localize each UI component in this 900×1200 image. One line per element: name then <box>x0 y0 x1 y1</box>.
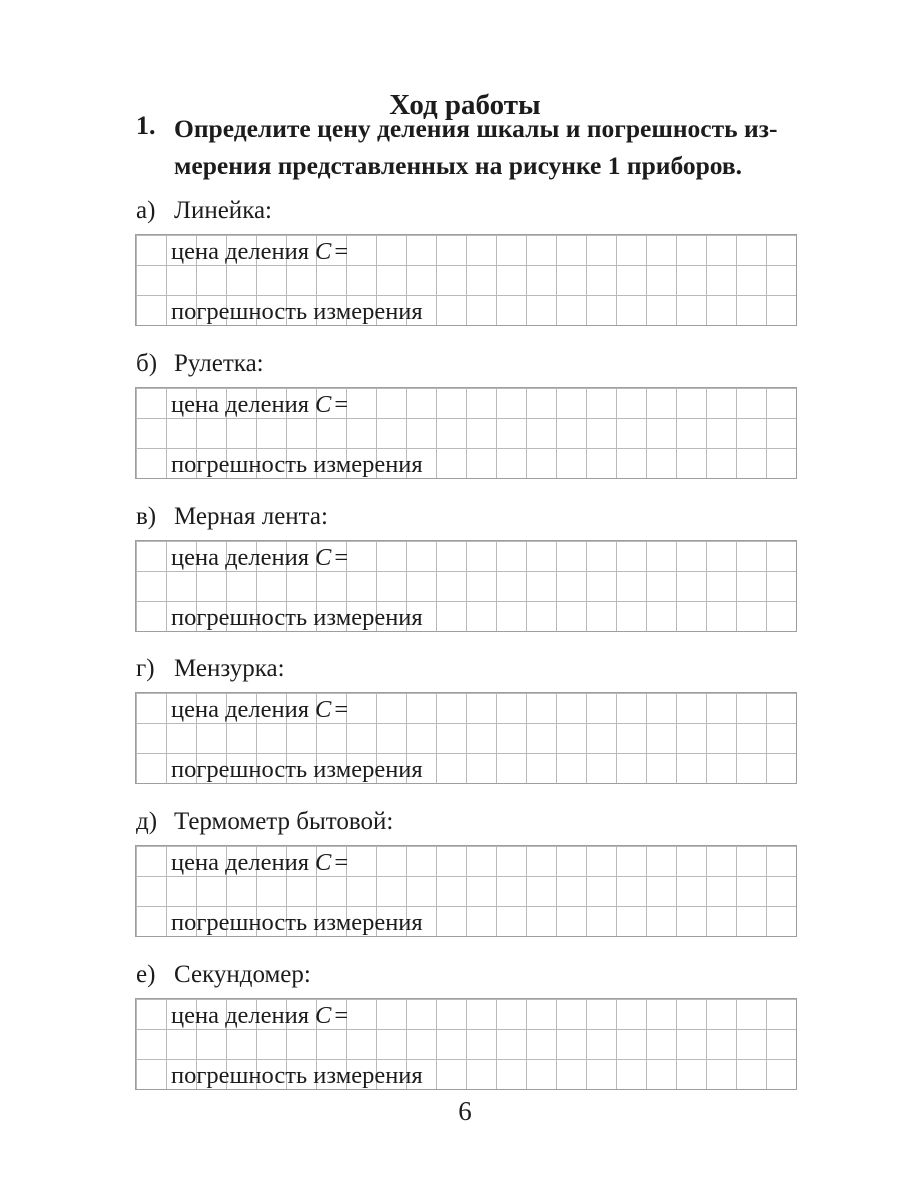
section-instrument-name: Термометр бытовой: <box>174 808 394 835</box>
variable-c: C <box>315 696 332 723</box>
task-number: 1. <box>136 111 156 140</box>
section-marker: в) <box>136 503 157 530</box>
variable-c: C <box>315 849 332 876</box>
equals-sign: = <box>334 391 349 418</box>
section-measuring-cylinder <box>135 655 797 784</box>
squared-answer-grid <box>135 540 797 632</box>
section-instrument-name: Мерная лента: <box>174 503 328 530</box>
section-marker: е) <box>136 961 156 988</box>
section-ruler <box>135 197 797 326</box>
variable-c: C <box>315 544 332 571</box>
section-instrument-name: Секундомер: <box>174 961 311 988</box>
section-measuring-tape <box>135 503 797 632</box>
task-text <box>174 110 807 184</box>
equals-sign: = <box>334 238 349 265</box>
section-household-thermometer <box>135 808 797 937</box>
task-text-line-1: Определите цену деления шкалы и погрешность из- <box>174 114 778 143</box>
variable-c: C <box>315 391 332 418</box>
page-number: 6 <box>458 1096 472 1126</box>
section-instrument-name: Рулетка: <box>174 350 264 377</box>
section-label <box>136 655 285 683</box>
measurement-error-label: погрешность измерения <box>171 909 423 936</box>
squared-answer-grid <box>135 387 797 479</box>
variable-c: C <box>315 1002 332 1029</box>
section-instrument-name: Мензурка: <box>174 655 285 682</box>
division-value-label: цена деления C = <box>171 238 349 265</box>
measurement-error-label: погрешность измерения <box>171 451 423 478</box>
squared-answer-grid <box>135 998 797 1090</box>
squared-answer-grid <box>135 692 797 784</box>
task-item <box>135 110 807 184</box>
measurement-error-label: погрешность измерения <box>171 604 423 631</box>
section-marker: г) <box>136 655 155 682</box>
squared-answer-grid <box>135 845 797 937</box>
section-label <box>136 350 264 378</box>
page-title: Ход работы <box>389 89 541 122</box>
division-value-label: цена деления C = <box>171 849 349 876</box>
section-stopwatch <box>135 961 797 1090</box>
squared-answer-grid <box>135 234 797 326</box>
equals-sign: = <box>334 544 349 571</box>
variable-c: C <box>315 238 332 265</box>
division-value-label: цена деления C = <box>171 696 349 723</box>
equals-sign: = <box>334 696 349 723</box>
section-label <box>136 503 328 531</box>
section-label <box>136 961 311 989</box>
section-instrument-name: Линейка: <box>174 197 272 224</box>
division-value-label: цена деления C = <box>171 391 349 418</box>
section-tape-measure <box>135 350 797 479</box>
equals-sign: = <box>334 849 349 876</box>
section-marker: д) <box>136 808 158 835</box>
division-value-label: цена деления C = <box>171 1002 349 1029</box>
section-marker: а) <box>136 197 156 224</box>
task-text-line-2: мерения представленных на рисунке 1 приборов. <box>174 151 743 180</box>
section-label <box>136 197 272 225</box>
equals-sign: = <box>334 1002 349 1029</box>
division-value-label: цена деления C = <box>171 544 349 571</box>
section-marker: б) <box>136 350 158 377</box>
measurement-error-label: погрешность измерения <box>171 298 423 325</box>
measurement-error-label: погрешность измерения <box>171 756 423 783</box>
section-label <box>136 808 393 836</box>
measurement-error-label: погрешность измерения <box>171 1062 423 1089</box>
